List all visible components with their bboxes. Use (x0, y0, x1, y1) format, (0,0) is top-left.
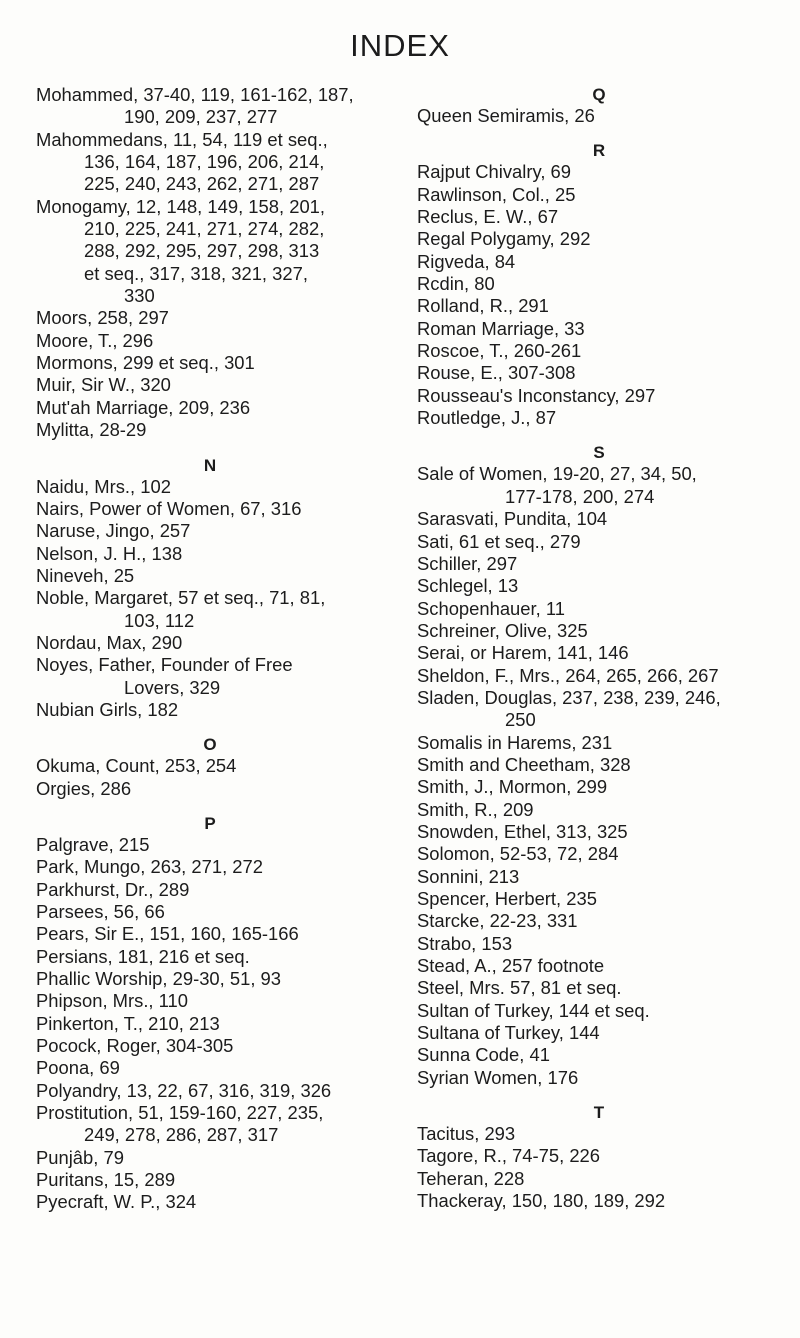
index-entry (417, 754, 781, 776)
entry-heading: Phallic Worship, 29-30, 51, 93 (36, 968, 282, 990)
index-entry (36, 196, 384, 308)
index-entry (417, 977, 781, 999)
index-entry (36, 84, 384, 129)
index-entry (417, 385, 781, 407)
entry-heading: Routledge, J., 87 (417, 407, 557, 429)
index-entry (36, 307, 384, 329)
entry-continuation: 250 (505, 709, 536, 731)
index-entry (36, 834, 384, 856)
entry-heading: Teheran, 228 (417, 1167, 525, 1189)
entry-heading: Spencer, Herbert, 235 (417, 888, 597, 909)
index-entry (417, 821, 781, 843)
entry-heading: Moors, 258, 297 (36, 307, 169, 329)
entry-continuation: 210, 225, 241, 271, 274, 282, (84, 218, 325, 240)
index-entry (417, 642, 781, 664)
entry-heading: Sladen, Douglas, 237, 238, 239, 246, (417, 686, 721, 708)
index-entry (36, 654, 384, 699)
index-entry (417, 1145, 781, 1167)
section-letter-o: O (203, 735, 217, 755)
entry-heading: Thackeray, 150, 180, 189, 292 (417, 1190, 666, 1212)
index-entry (36, 879, 384, 901)
entry-heading: Noble, Margaret, 57 et seq., 71, 81, (36, 587, 326, 609)
index-entry (417, 1123, 781, 1145)
entry-heading: Prostitution, 51, 159-160, 227, 235, (36, 1102, 324, 1124)
index-entry (417, 776, 781, 798)
entry-heading: Naruse, Jingo, 257 (36, 520, 191, 542)
index-entry (417, 843, 781, 865)
entry-heading: Pyecraft, W. P., 324 (36, 1191, 197, 1213)
entry-heading: Queen Semiramis, 26 (417, 105, 595, 126)
index-entry (417, 910, 781, 932)
entry-heading: Moore, T., 296 (36, 329, 154, 351)
index-entry (36, 755, 384, 777)
entry-heading: Persians, 181, 216 et seq. (36, 945, 250, 967)
entry-continuation: 249, 278, 286, 287, 317 (84, 1124, 279, 1146)
index-entry (417, 228, 781, 250)
index-entry (417, 888, 781, 910)
entry-heading: Pocock, Roger, 304-305 (36, 1035, 234, 1057)
entry-heading: Polyandry, 13, 22, 67, 316, 319, 326 (36, 1079, 332, 1101)
entry-continuation: 136, 164, 187, 196, 206, 214, (84, 151, 325, 173)
entry-heading: Stead, A., 257 footnote (417, 955, 605, 977)
entry-heading: Nordau, Max, 290 (36, 631, 183, 653)
entry-continuation: Lovers, 329 (124, 676, 221, 698)
entry-heading: Poona, 69 (36, 1057, 120, 1079)
index-entry (36, 520, 384, 542)
index-entry (36, 498, 384, 520)
entry-continuation: 225, 240, 243, 262, 271, 287 (84, 173, 320, 195)
entry-heading: Parsees, 56, 66 (36, 901, 165, 922)
entry-heading: Rousseau's Inconstancy, 297 (417, 384, 656, 406)
index-entry (36, 1035, 384, 1057)
entry-continuation: 177-178, 200, 274 (505, 485, 655, 507)
index-entry (36, 856, 384, 878)
entry-heading: Orgies, 286 (36, 777, 132, 799)
entry-heading: Sheldon, F., Mrs., 264, 265, 266, 267 (417, 664, 719, 686)
index-entry (417, 273, 781, 295)
entry-heading: Smith, J., Mormon, 299 (417, 776, 608, 798)
entry-heading: Parkhurst, Dr., 289 (36, 878, 190, 900)
index-entry (417, 105, 781, 127)
index-entry (36, 901, 384, 923)
entry-heading: Schreiner, Olive, 325 (417, 619, 588, 641)
entry-heading: Regal Polygamy, 292 (417, 228, 591, 250)
entry-heading: Rawlinson, Col., 25 (417, 183, 576, 205)
entry-heading: Mohammed, 37-40, 119, 161-162, 187, (36, 84, 354, 105)
entry-heading: Sati, 61 et seq., 279 (417, 530, 581, 552)
index-entry (417, 318, 781, 340)
entry-heading: Tacitus, 293 (417, 1123, 516, 1145)
entry-heading: Sultan of Turkey, 144 et seq. (417, 999, 650, 1021)
page-title: INDEX (350, 28, 450, 63)
index-entry (417, 933, 781, 955)
entry-heading: Sonnini, 213 (417, 865, 520, 887)
index-entry (417, 407, 781, 429)
index-entry (36, 374, 384, 396)
index-entry (417, 362, 781, 384)
section-m (36, 84, 384, 442)
entry-heading: Park, Mungo, 263, 271, 272 (36, 856, 263, 878)
entry-heading: Rcdin, 80 (417, 273, 495, 295)
index-entry (36, 565, 384, 587)
entry-heading: Snowden, Ethel, 313, 325 (417, 820, 628, 842)
section-letter-s: S (593, 443, 605, 463)
section-r (417, 161, 781, 429)
entry-continuation: 288, 292, 295, 297, 298, 313 (84, 240, 320, 262)
index-column-right (417, 84, 781, 1212)
section-n (36, 476, 384, 722)
entry-heading: Roscoe, T., 260-261 (417, 340, 582, 362)
index-entry (36, 419, 384, 441)
index-entry (417, 251, 781, 273)
section-o (36, 755, 384, 800)
index-entry (417, 1067, 781, 1089)
index-entry (36, 1102, 384, 1147)
entry-heading: Nelson, J. H., 138 (36, 542, 183, 564)
entry-continuation: 103, 112 (124, 609, 195, 631)
index-entry (36, 632, 384, 654)
index-entry (36, 1057, 384, 1079)
entry-heading: Solomon, 52-53, 72, 284 (417, 843, 619, 865)
entry-heading: Smith, R., 209 (417, 798, 534, 820)
entry-heading: Okuma, Count, 253, 254 (36, 755, 237, 777)
entry-heading: Sarasvati, Pundita, 104 (417, 508, 608, 530)
entry-heading: Serai, or Harem, 141, 146 (417, 642, 629, 664)
entry-heading: Syrian Women, 176 (417, 1066, 579, 1088)
entry-heading: Mahommedans, 11, 54, 119 et seq., (36, 128, 328, 150)
index-entry (417, 161, 781, 183)
section-s (417, 463, 781, 1089)
index-entry (417, 340, 781, 362)
entry-continuation: 190, 209, 237, 277 (124, 106, 278, 128)
entry-heading: Rouse, E., 307-308 (417, 362, 576, 384)
entry-heading: Naidu, Mrs., 102 (36, 475, 171, 497)
entry-heading: Puritans, 15, 289 (36, 1169, 176, 1191)
entry-heading: Rigveda, 84 (417, 250, 516, 272)
section-letter-t: T (593, 1103, 605, 1123)
index-entry (36, 330, 384, 352)
entry-continuation: et seq., 317, 318, 321, 327, (84, 262, 308, 284)
entry-heading: Roman Marriage, 33 (417, 317, 585, 339)
index-entry (36, 476, 384, 498)
entry-heading: Rolland, R., 291 (417, 295, 549, 317)
index-entry (417, 508, 781, 530)
entry-heading: Rajput Chivalry, 69 (417, 161, 572, 183)
index-entry (36, 1191, 384, 1213)
entry-heading: Pinkerton, T., 210, 213 (36, 1012, 220, 1034)
index-entry (417, 598, 781, 620)
index-entry (417, 1190, 781, 1212)
index-entry (417, 295, 781, 317)
entry-heading: Schiller, 297 (417, 552, 518, 574)
section-letter-q: Q (592, 85, 606, 104)
index-entry (36, 543, 384, 565)
entry-continuation: 330 (124, 285, 155, 307)
entry-heading: Noyes, Father, Founder of Free (36, 654, 293, 676)
index-entry (36, 1169, 384, 1191)
entry-heading: Sultana of Turkey, 144 (417, 1022, 600, 1044)
index-entry (36, 587, 384, 632)
index-entry (36, 397, 384, 419)
entry-heading: Smith and Cheetham, 328 (417, 753, 631, 775)
entry-heading: Mormons, 299 et seq., 301 (36, 352, 255, 374)
index-entry (417, 463, 781, 508)
entry-heading: Strabo, 153 (417, 932, 513, 954)
index-entry (417, 1168, 781, 1190)
entry-heading: Nairs, Power of Women, 67, 316 (36, 497, 302, 519)
entry-heading: Nineveh, 25 (36, 564, 135, 586)
index-entry (417, 955, 781, 977)
entry-heading: Nubian Girls, 182 (36, 698, 179, 720)
entry-heading: Sunna Code, 41 (417, 1044, 550, 1066)
entry-heading: Monogamy, 12, 148, 149, 158, 201, (36, 195, 326, 217)
section-letter-p: P (204, 813, 216, 833)
index-entry (417, 866, 781, 888)
index-entry (417, 620, 781, 642)
entry-heading: Schopenhauer, 11 (417, 597, 565, 619)
index-entry (36, 968, 384, 990)
index-entry (417, 1022, 781, 1044)
index-entry (417, 575, 781, 597)
index-entry (417, 184, 781, 206)
index-entry (36, 129, 384, 196)
section-letter-n: N (203, 455, 217, 475)
index-entry (36, 1147, 384, 1169)
entry-heading: Somalis in Harems, 231 (417, 731, 613, 753)
index-entry (417, 732, 781, 754)
section-t (417, 1123, 781, 1212)
entry-heading: Mylitta, 28-29 (36, 419, 147, 441)
entry-heading: Reclus, E. W., 67 (417, 206, 559, 228)
index-entry (36, 990, 384, 1012)
entry-heading: Starcke, 22-23, 331 (417, 910, 578, 932)
section-q (417, 105, 781, 127)
index-entry (36, 699, 384, 721)
entry-heading: Schlegel, 13 (417, 575, 519, 597)
index-entry (417, 553, 781, 575)
entry-heading: Palgrave, 215 (36, 833, 150, 855)
index-entry (36, 1013, 384, 1035)
index-entry (417, 1000, 781, 1022)
entry-heading: Sale of Women, 19-20, 27, 34, 50, (417, 463, 697, 485)
index-entry (36, 352, 384, 374)
index-entry (36, 1080, 384, 1102)
entry-heading: Pears, Sir E., 151, 160, 165-166 (36, 923, 299, 945)
entry-heading: Phipson, Mrs., 110 (36, 990, 188, 1012)
index-entry (417, 687, 781, 732)
index-entry (417, 531, 781, 553)
entry-heading: Tagore, R., 74-75, 226 (417, 1145, 600, 1167)
index-column-left (36, 84, 384, 1214)
entry-heading: Muir, Sir W., 320 (36, 374, 171, 396)
index-entry (36, 946, 384, 968)
index-entry (417, 1044, 781, 1066)
section-p (36, 834, 384, 1214)
index-entry (417, 665, 781, 687)
index-entry (417, 799, 781, 821)
index-entry (417, 206, 781, 228)
entry-heading: Mut'ah Marriage, 209, 236 (36, 396, 251, 418)
index-entry (36, 778, 384, 800)
entry-heading: Steel, Mrs. 57, 81 et seq. (417, 977, 622, 999)
section-letter-r: R (592, 141, 606, 161)
index-entry (36, 923, 384, 945)
entry-heading: Punjâb, 79 (36, 1146, 124, 1168)
